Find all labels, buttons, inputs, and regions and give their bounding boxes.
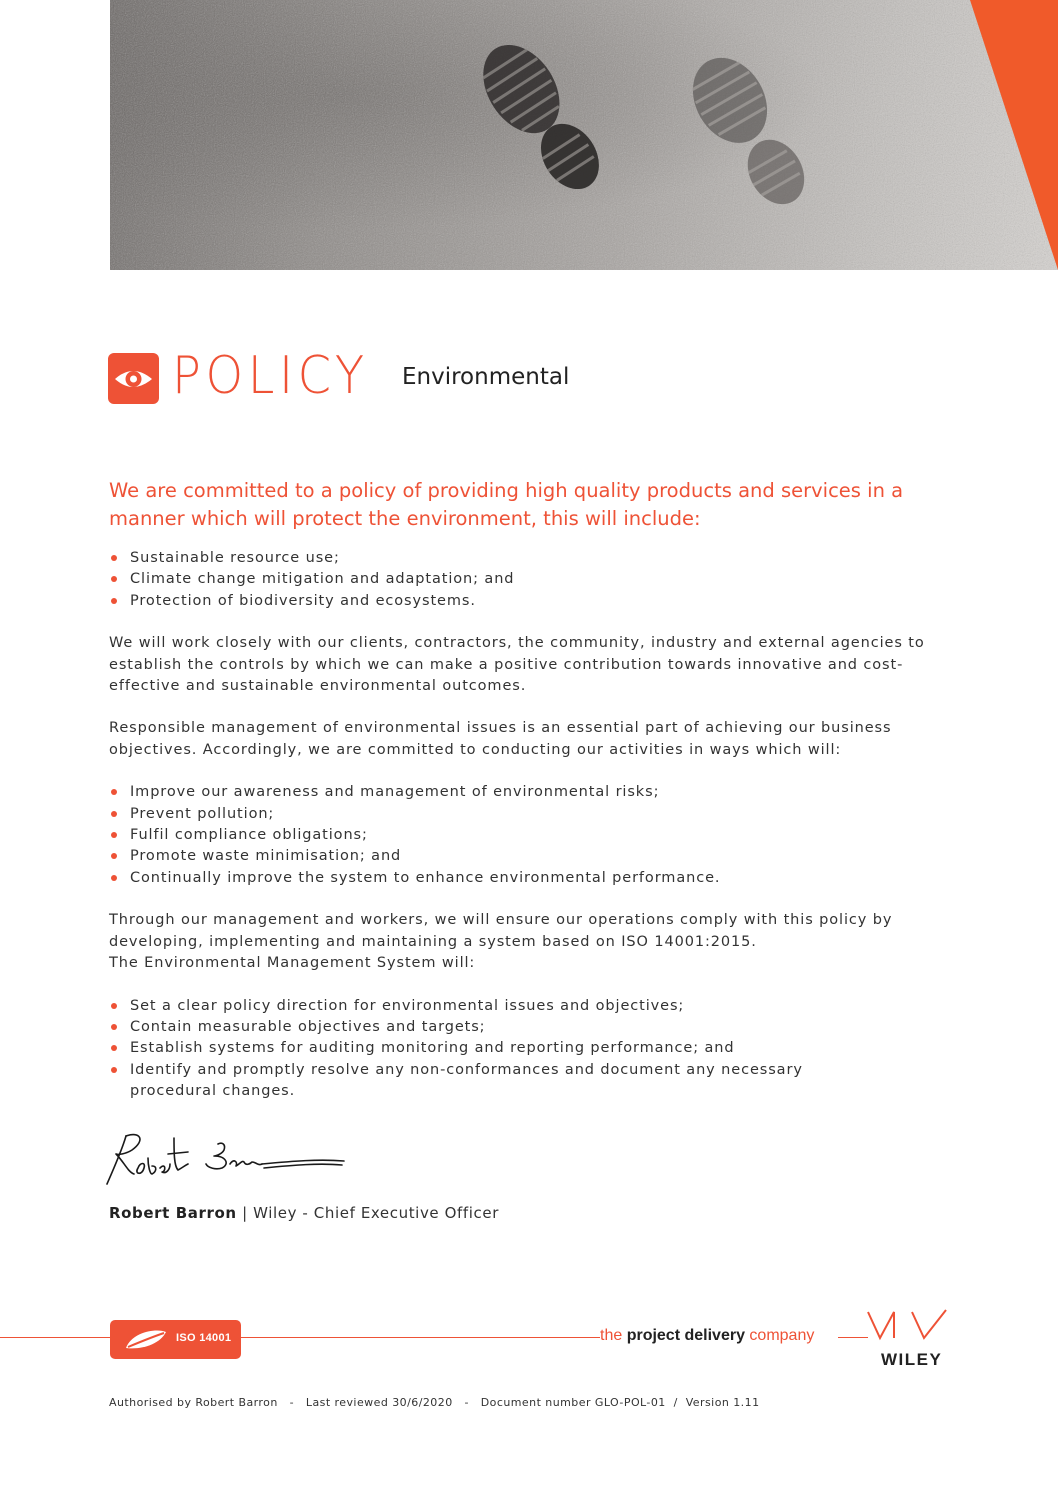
tagline-part: the (600, 1327, 627, 1344)
footprints-illustration (110, 0, 1058, 270)
signatory (109, 1204, 499, 1222)
tagline-part: project delivery (626, 1327, 745, 1344)
intro-statement: We are committed to a policy of providing high quality products and services in a manner which will protect the environment, this will include: (109, 479, 904, 530)
tagline-part: company (744, 1327, 815, 1344)
list-item: Identify and promptly resolve any non-conformances and document any necessary procedural changes. (109, 1060, 830, 1103)
activities-list (109, 782, 954, 889)
commitment-list (109, 548, 954, 612)
footer-rule-right (838, 1337, 868, 1338)
signatory-name: Robert Barron (109, 1204, 237, 1222)
list-item: Protection of biodiversity and ecosystems. (109, 591, 954, 612)
wiley-logo-text: WILEY (881, 1350, 943, 1369)
policy-body (109, 548, 954, 1103)
company-tagline (600, 1327, 814, 1345)
list-item: Promote waste minimisation; and (109, 846, 954, 867)
paragraph: The Environmental Management System will: (109, 955, 476, 972)
iso-14001-badge (110, 1320, 241, 1359)
list-item: Prevent pollution; (109, 804, 954, 825)
wiley-logo-mark (866, 1308, 950, 1342)
list-item: Improve our awareness and management of environmental risks; (109, 782, 954, 803)
hero-image (110, 0, 1058, 270)
signatory-separator: | (242, 1204, 248, 1222)
eye-icon (108, 353, 159, 404)
orange-accent-stripe (968, 0, 1058, 270)
list-item: Establish systems for auditing monitoring and reporting performance; and (109, 1038, 954, 1059)
ems-list (109, 996, 954, 1103)
list-item: Fulfil compliance obligations; (109, 825, 954, 846)
policy-subtitle: Environmental (402, 364, 570, 390)
paragraph: We will work closely with our clients, contractors, the community, industry and external agencies to establish the controls by which we can make a positive contribution towards innovative and cost-effective and sustainable environmental outcomes. (109, 635, 925, 695)
signatory-title: Wiley - Chief Executive Officer (253, 1204, 500, 1222)
handwritten-signature (104, 1128, 349, 1190)
iso-label: ISO 14001 (176, 1332, 232, 1344)
leaf-icon (122, 1328, 170, 1352)
list-item: Contain measurable objectives and targets; (109, 1017, 954, 1038)
list-item: Sustainable resource use; (109, 548, 954, 569)
document-info: Authorised by Robert Barron - Last reviewed 30/6/2020 - Document number GLO-POL-01 / Version 1.11 (109, 1396, 760, 1409)
footer-rule (0, 1337, 600, 1338)
paragraph: Responsible management of environmental issues is an essential part of achieving our business objectives. Accordingly, we are committed to conducting our activities in ways which will: (109, 720, 892, 758)
paragraph: Through our management and workers, we will ensure our operations comply with this policy by developing, implementing and maintaining a system based on ISO 14001:2015. (109, 912, 893, 950)
list-item: Set a clear policy direction for environmental issues and objectives; (109, 996, 954, 1017)
policy-title: POLICY (172, 346, 369, 406)
list-item: Continually improve the system to enhance environmental performance. (109, 868, 954, 889)
list-item: Climate change mitigation and adaptation; and (109, 569, 954, 590)
